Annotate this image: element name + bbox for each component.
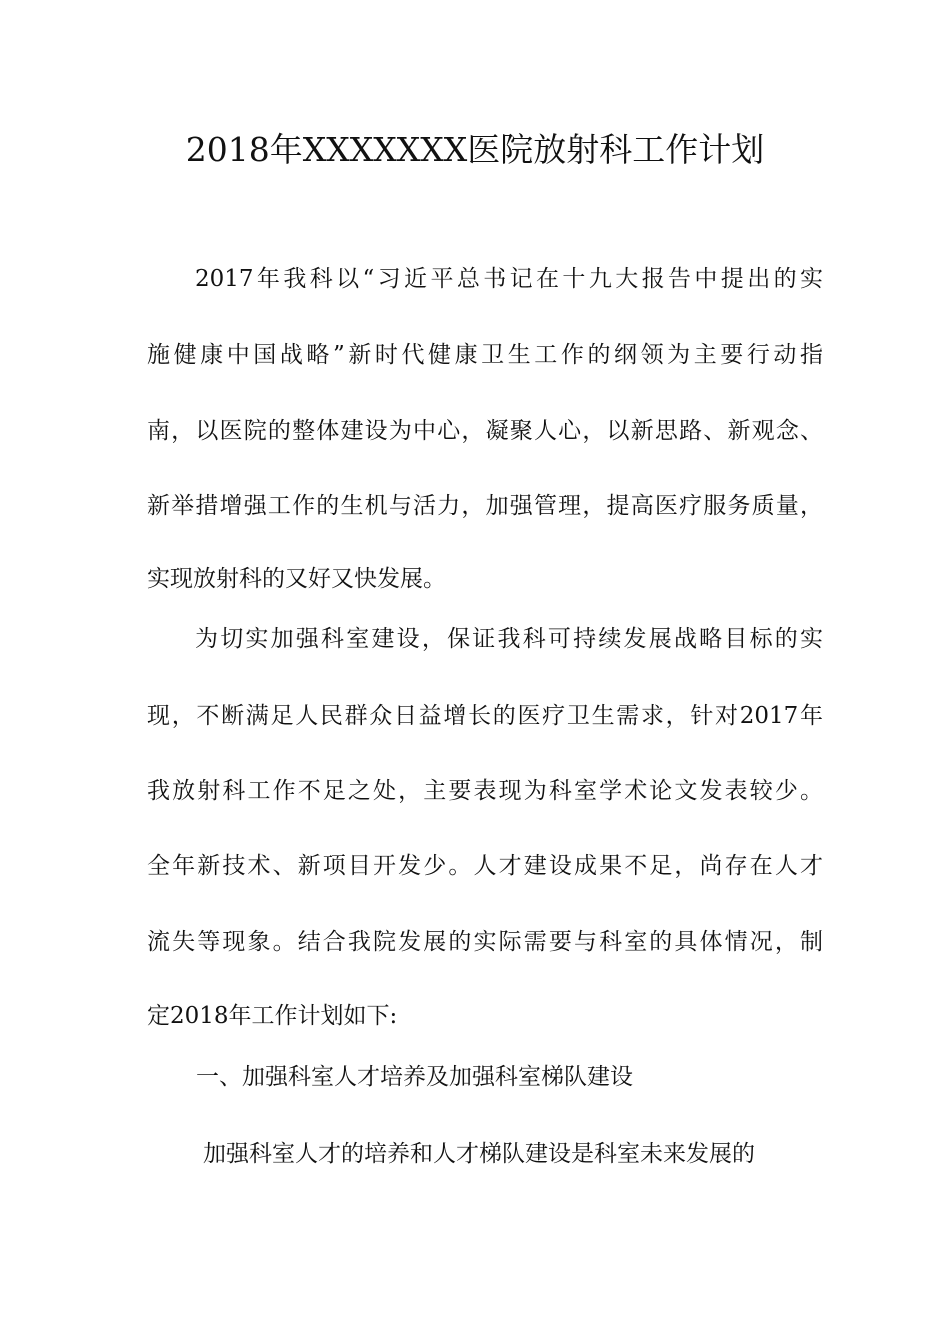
paragraph-1-line-1: 2017年我科以“习近平总书记在十九大报告中提出的实 (195, 266, 823, 292)
paragraph-2-line-3: 我放射科工作不足之处，主要表现为科室学术论文发表较少。 (147, 778, 823, 804)
paragraph-2-line-5: 流失等现象。结合我院发展的实际需要与科室的具体情况，制 (147, 929, 823, 955)
paragraph-2-line-2: 现，不断满足人民群众日益增长的医疗卫生需求，针对2017年 (147, 703, 823, 729)
paragraph-2-line-4: 全年新技术、新项目开发少。人才建设成果不足，尚存在人才 (147, 853, 823, 879)
paragraph-1-line-2: 施健康中国战略”新时代健康卫生工作的纲领为主要行动指 (147, 342, 823, 368)
document-title: 2018年XXXXXXX医院放射科工作计划 (185, 130, 765, 169)
paragraph-1-line-3: 南，以医院的整体建设为中心，凝聚人心，以新思路、新观念、 (147, 418, 823, 444)
paragraph-3-line-1: 加强科室人才的培养和人才梯队建设是科室未来发展的 (203, 1141, 755, 1167)
paragraph-2-line-6: 定2018年工作计划如下: (147, 1003, 398, 1029)
paragraph-1-line-4: 新举措增强工作的生机与活力，加强管理，提高医疗服务质量， (147, 493, 823, 519)
section-heading-1: 一、加强科室人才培养及加强科室梯队建设 (196, 1064, 633, 1090)
paragraph-2-line-1: 为切实加强科室建设，保证我科可持续发展战略目标的实 (195, 626, 823, 652)
paragraph-1-line-5: 实现放射科的又好又快发展。 (147, 566, 446, 592)
